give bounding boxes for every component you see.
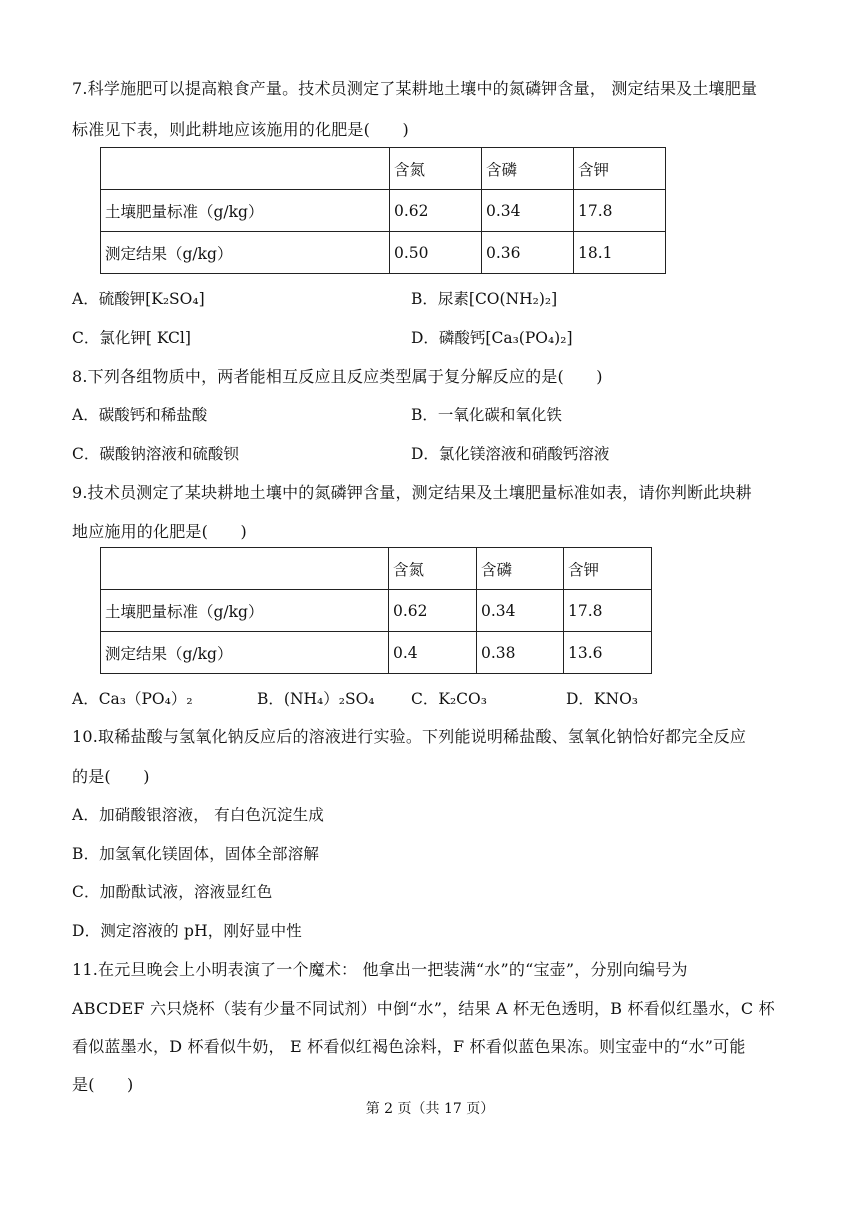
table-cell: 土壤肥量标准（g/kg） (101, 590, 389, 632)
q7-table (100, 147, 666, 274)
table-header-row (101, 148, 666, 190)
table-cell: 0.62 (389, 590, 477, 632)
q7-option-b: B．尿素[CO(NH₂)₂] (411, 290, 558, 308)
q9-option-d: D．KNO₃ (566, 690, 638, 708)
q11-stem-line2: ABCDEF 六只烧杯（装有少量不同试剂）中倒“水”，结果 A 杯无色透明，B 杯看似红墨水，C 杯 (72, 999, 775, 1018)
q9-stem-line2: 地应施用的化肥是( ) (72, 522, 247, 541)
table-cell: 0.50 (390, 232, 482, 274)
q8-stem: 8.下列各组物质中，两者能相互反应且反应类型属于复分解反应的是( ) (72, 367, 603, 386)
q10-option-a: A．加硝酸银溶液， 有白色沉淀生成 (72, 806, 325, 824)
table-cell: 土壤肥量标准（g/kg） (101, 190, 390, 232)
q10-stem-line2: 的是( ) (72, 767, 150, 786)
q10-option-b: B．加氢氧化镁固体，固体全部溶解 (72, 845, 320, 863)
q10-stem-line1: 10.取稀盐酸与氢氧化钠反应后的溶液进行实验。下列能说明稀盐酸、氢氧化钠恰好都完全反应 (72, 727, 747, 746)
table-cell: 13.6 (564, 632, 652, 674)
table-header-row (101, 548, 652, 590)
q9-table (100, 547, 652, 674)
table-row (101, 590, 652, 632)
table-cell: 17.8 (574, 190, 666, 232)
table-cell: 含钾 (574, 148, 666, 190)
q11-stem-line3: 看似蓝墨水，D 杯看似牛奶， E 杯看似红褐色涂料，F 杯看似蓝色果冻。则宝壶中的“水”可能 (72, 1037, 746, 1056)
table-cell: 含钾 (564, 548, 652, 590)
table-cell (101, 148, 390, 190)
table-cell: 测定结果（g/kg） (101, 632, 389, 674)
q9-stem-line1: 9.技术员测定了某块耕地土壤中的氮磷钾含量，测定结果及土壤肥量标准如表，请你判断此块耕 (72, 483, 752, 502)
q8-option-d: D．氯化镁溶液和硝酸钙溶液 (411, 445, 610, 463)
q10-option-c: C．加酚酞试液，溶液显红色 (72, 883, 273, 901)
table-cell (101, 548, 389, 590)
page-footer: 第 2 页（共 17 页） (365, 1101, 495, 1117)
table-cell: 17.8 (564, 590, 652, 632)
table-cell: 含磷 (477, 548, 564, 590)
table-cell: 含磷 (482, 148, 574, 190)
q8-option-a: A．碳酸钙和稀盐酸 (72, 406, 208, 424)
table-cell: 18.1 (574, 232, 666, 274)
q9-option-b: B．(NH₄）₂SO₄ (257, 690, 375, 708)
table-cell: 含氮 (389, 548, 477, 590)
q7-option-c: C．氯化钾[ KCl] (72, 329, 191, 347)
table-row (101, 632, 652, 674)
table-cell: 测定结果（g/kg） (101, 232, 390, 274)
table-cell: 0.62 (390, 190, 482, 232)
table-cell: 0.36 (482, 232, 574, 274)
table-cell: 0.4 (389, 632, 477, 674)
q10-option-d: D．测定溶液的 pH，刚好显中性 (72, 922, 302, 940)
q7-option-a: A．硫酸钾[K₂SO₄] (72, 290, 205, 308)
q11-stem-line1: 11.在元旦晚会上小明表演了一个魔术： 他拿出一把装满“水”的“宝壶”，分别向编号为 (72, 960, 688, 979)
q7-stem-line1: 7.科学施肥可以提高粮食产量。技术员测定了某耕地土壤中的氮磷钾含量， 测定结果及土壤肥量 (72, 79, 758, 98)
table-cell: 含氮 (390, 148, 482, 190)
table-row (101, 232, 666, 274)
table-row (101, 190, 666, 232)
q9-option-a: A．Ca₃（PO₄）₂ (72, 690, 193, 708)
q7-option-d: D．磷酸钙[Ca₃(PO₄)₂] (411, 329, 573, 347)
q9-option-c: C．K₂CO₃ (411, 690, 487, 708)
table-cell: 0.34 (482, 190, 574, 232)
q7-stem-line2: 标准见下表，则此耕地应该施用的化肥是( ) (72, 120, 409, 139)
q11-stem-line4: 是( ) (72, 1075, 134, 1094)
table-cell: 0.34 (477, 590, 564, 632)
table-cell: 0.38 (477, 632, 564, 674)
q8-option-c: C．碳酸钠溶液和硫酸钡 (72, 445, 239, 463)
q8-option-b: B．一氧化碳和氧化铁 (411, 406, 562, 424)
